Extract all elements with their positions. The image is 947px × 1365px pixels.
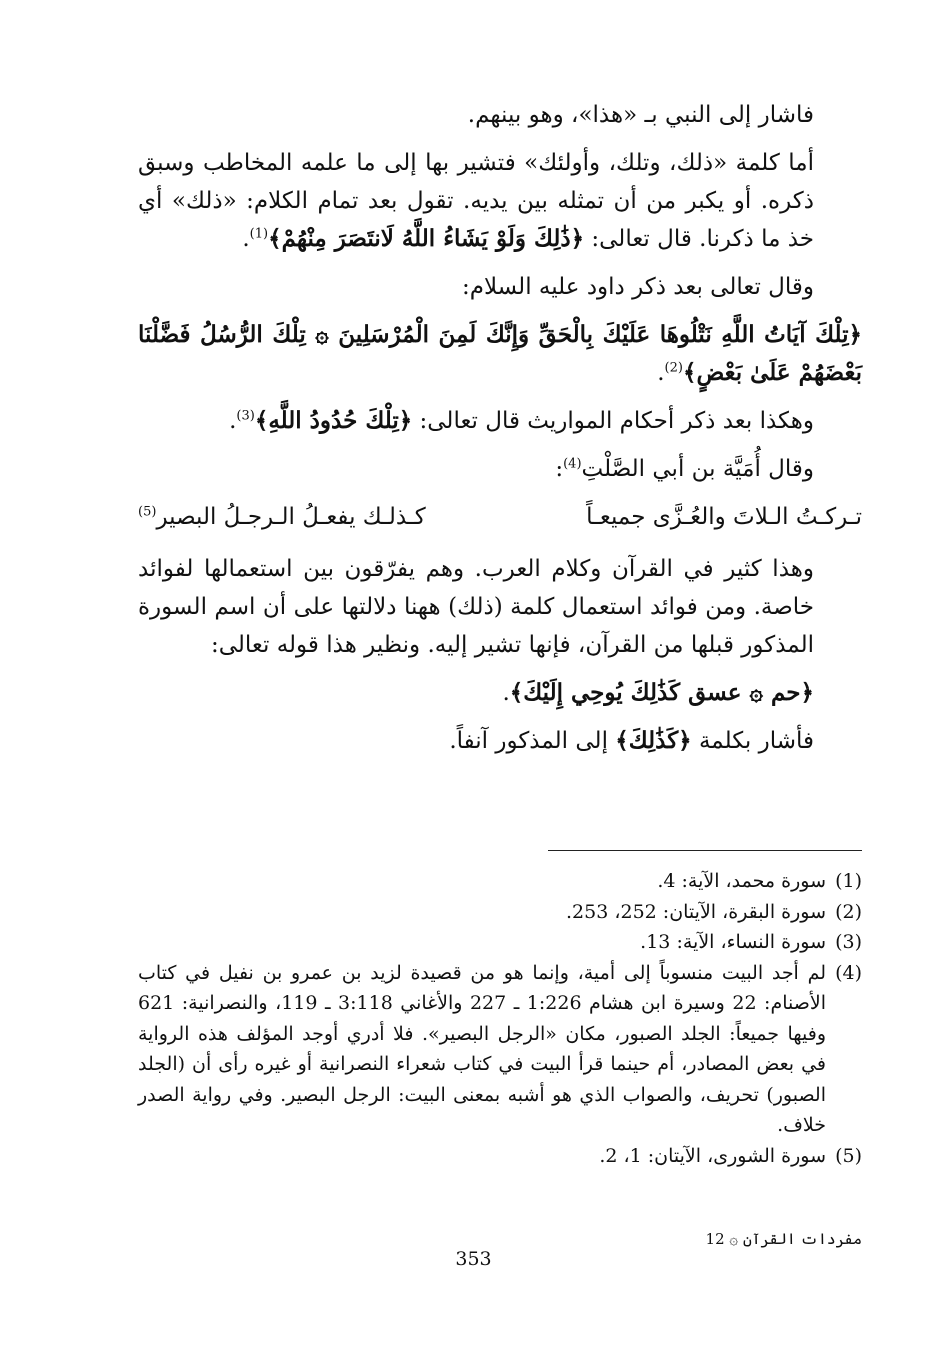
footnote-ref-1: (1) (249, 226, 269, 242)
footnotes (138, 866, 862, 1171)
footnote-ref-5: (5) (138, 504, 157, 520)
quran-verse-1: ﴿ذَٰلِكَ وَلَوْ يَشَاءُ اللَّهُ لَانتَصَرَ مِنْهُمْ﴾ (268, 225, 585, 252)
paragraph-8: ﴿حم ۞ عسق كَذَٰلِكَ يُوحِي إِلَيْكَ﴾. (502, 679, 814, 706)
paragraph-5: وهكذا بعد ذكر أحكام المواريث قال تعالى: ﴿تِلْكَ حُدُودُ اللَّهِ﴾$^{(3)}$. (229, 407, 814, 434)
paragraph-1: فاشار إلى النبي بـ «هذا»، وهو بينهم. (467, 102, 814, 128)
poem-verse (138, 498, 862, 536)
paragraph-6: وقال أُمَيَّة بن أبي الصَّلْتِ$^{(4)}$: (555, 456, 814, 482)
footnote-2: (2) سورة البقرة، الآيتان: 252، 253. (566, 900, 862, 923)
poem-first-hemistich: تـركـتُ الـلاتَ والعُـزَّى جميعـاً (586, 504, 862, 530)
footnote-ref-2: (2) (664, 360, 683, 376)
main-text (138, 96, 862, 770)
quran-verse-4: ﴿حم ۞ عسق كَذَٰلِكَ يُوحِي إِلَيْكَ﴾ (509, 679, 814, 706)
footnote-5: (5) سورة الشورى، الآيتان: 1، 2. (599, 1144, 862, 1167)
poem-second-hemistich: كـذلـك يفعـلُ الـرجـلُ البصير$^{(5)}$ (138, 504, 426, 530)
paragraph-7: وهذا كثير في القرآن وكلام العرب. وهم يفرّقون بين استعمالها لفوائد خاصة. ومن فوائد استعمال كلمة (ذلك) ههنا دلالتها على أن اسم السورة المذكور قبلها من القرآن، فإنها تشير إليه. ونظير هذا قوله تعالى: (138, 556, 814, 658)
paragraph-3: وقال تعالى بعد ذكر داود عليه السلام: (461, 274, 814, 300)
signature-mark: مفردات القرآن ۞ 12 (705, 1230, 862, 1248)
paragraph-9: فأشار بكلمة ﴿كَذَٰلِكَ﴾ إلى المذكور آنفاً. (449, 727, 814, 754)
quran-verse-2: ﴿تِلْكَ آيَاتُ اللَّهِ نَتْلُوهَا عَلَيْكَ بِالْحَقِّ وَإِنَّكَ لَمِنَ الْمُرْسَلِينَ ۞ تِلْكَ الرُّسُلُ فَضَّلْنَا بَعْضَهُمْ عَلَىٰ بَعْضٍ﴾ (138, 321, 862, 386)
footnote-ref-3: (3) (236, 408, 255, 424)
paragraph-4: ﴿تِلْكَ آيَاتُ اللَّهِ نَتْلُوهَا عَلَيْكَ بِالْحَقِّ وَإِنَّكَ لَمِنَ الْمُرْسَلِينَ ۞ تِلْكَ الرُّسُلُ فَضَّلْنَا بَعْضَهُمْ عَلَىٰ بَعْضٍ﴾$^{(2)}$. (138, 321, 862, 386)
footnote-ref-4: (4) (563, 456, 582, 472)
paragraph-2: أما كلمة «ذلك، وتلك، وأولئك» فتشير بها إلى ما علمه المخاطب وسبق ذكره. أو يكبر من أن تمثله بين يديه. تقول بعد تمام الكلام: «ذلك» أي خذ ما ذكرنا. قال تعالى: ﴿ذَٰلِكَ وَلَوْ يَشَاءُ اللَّهُ لَانتَصَرَ مِنْهُمْ﴾$^{(1)}$. (138, 150, 814, 252)
footnote-4: (4) لم أجد البيت منسوباً إلى أمية، وإنما هو من قصيدة لزيد بن عمرو بن نفيل في كتاب الأصنام: 22 وسيرة ابن هشام 1:226 ـ 227 والأغاني 3:118 ـ 119، والنصرانية: 621 وفيها جميعاً: الجلد الصبور، مكان «الرجل البصير». فلا أدري أوجد المؤلف هذه الرواية في بعض المصادر، أم حينما قرأ البيت في كتاب شعراء النصرانية أو غيره رأى أن (الجلد الصبور) تحريف، والصواب الذي هو أشبه بمعنى البيت: الرجل البصير. وفي رواية الصدر خلاف. (138, 961, 862, 1136)
footnote-1: (1) سورة محمد، الآية: 4. (657, 870, 862, 892)
quran-verse-3: ﴿تِلْكَ حُدُودُ اللَّهِ﴾ (254, 407, 413, 434)
quran-verse-5: ﴿كَذَٰلِكَ﴾ (615, 727, 692, 754)
page-number: 353 (455, 1248, 492, 1270)
footnote-3: (3) سورة النساء، الآية: 13. (640, 931, 862, 953)
footnote-separator (548, 850, 862, 851)
